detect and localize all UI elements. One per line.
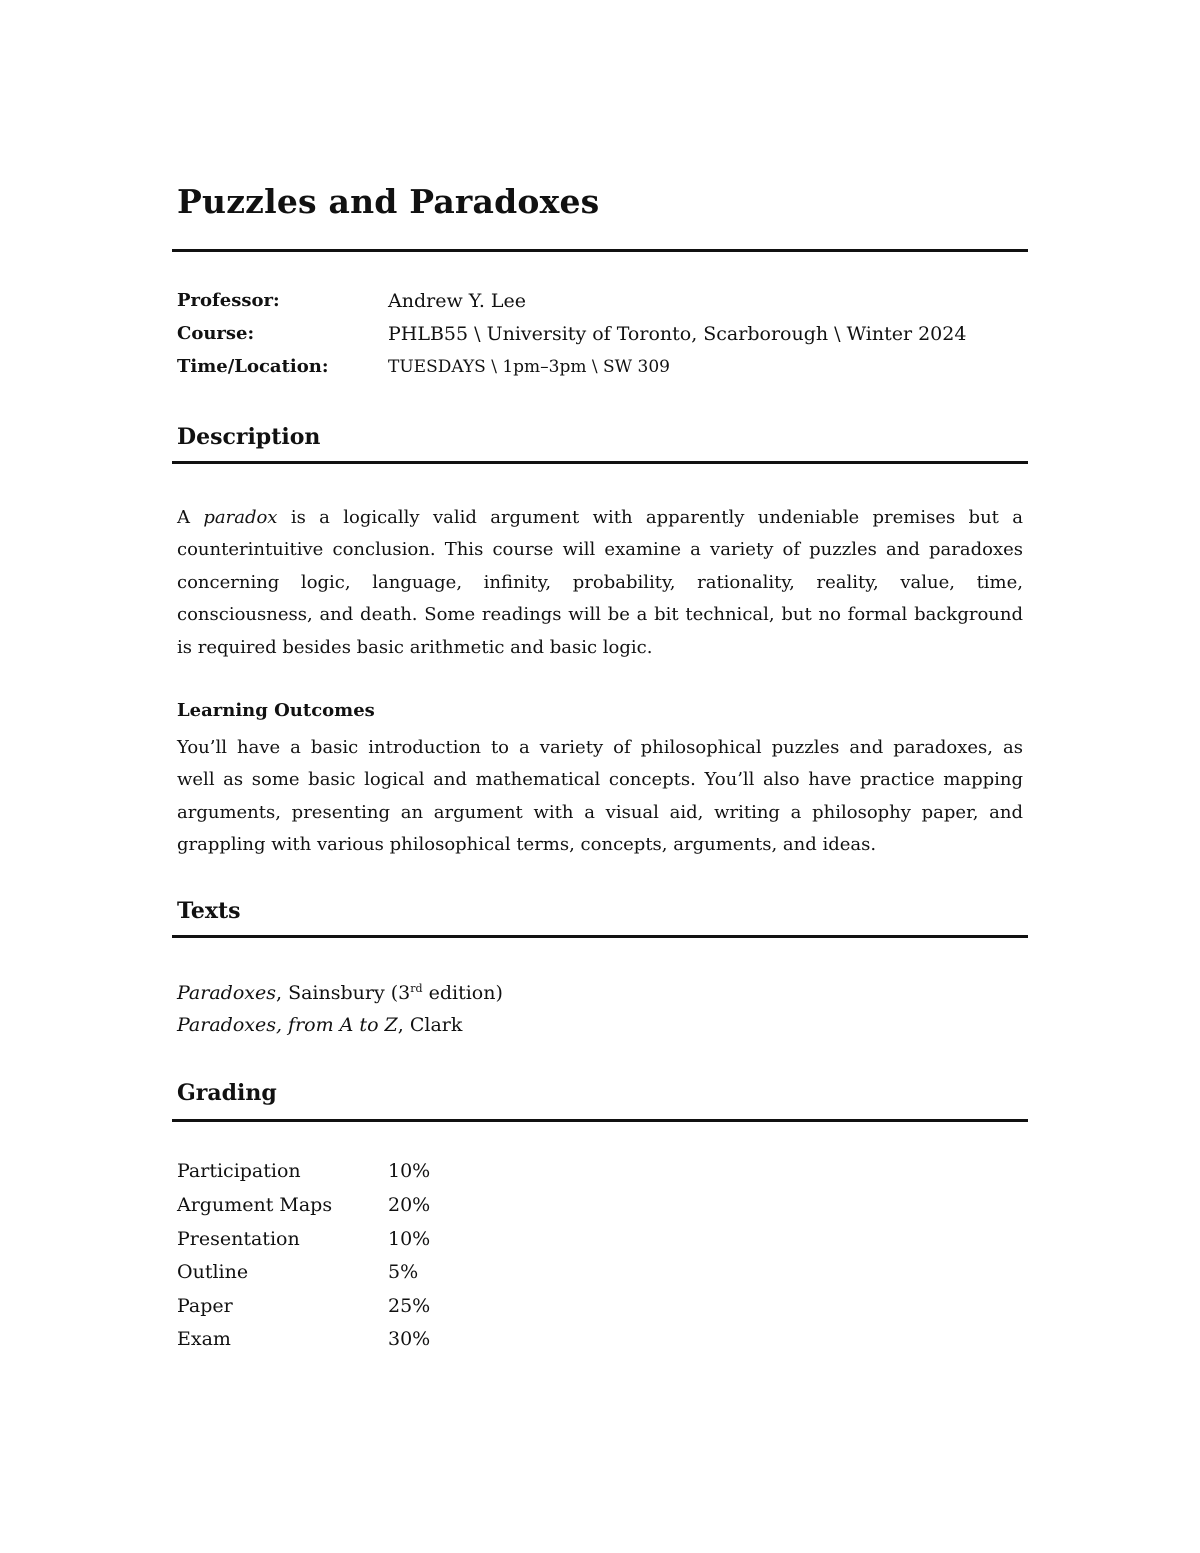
paragraph-line: counterintuitive conclusion. This course will examine a variety of puzzles and paradoxes (177, 539, 1023, 561)
grading-item: Paper (177, 1295, 233, 1317)
meta-value: Andrew Y. Lee (388, 290, 527, 312)
grading-item: Presentation (177, 1228, 300, 1250)
page-title: Puzzles and Paradoxes (177, 182, 600, 221)
description-paragraph (177, 502, 1023, 664)
section-heading-texts: Texts (177, 898, 241, 924)
paragraph-line: consciousness, and death. Some readings will be a bit technical, but no formal background (177, 604, 1023, 626)
grading-percent: 5% (388, 1261, 419, 1283)
section-heading-grading: Grading (177, 1080, 277, 1106)
paragraph-line: grappling with various philosophical terms, concepts, arguments, and ideas. (177, 834, 877, 856)
text-item: Paradoxes, Sainsbury (3rd edition) (177, 982, 503, 1004)
section-heading-description: Description (177, 424, 321, 450)
grading-percent: 10% (388, 1160, 431, 1182)
text-title: Paradoxes (177, 982, 276, 1004)
meta-label: Course: (177, 323, 255, 344)
grading-percent: 20% (388, 1194, 431, 1216)
description-divider (172, 461, 1028, 464)
learning-outcomes-paragraph (177, 732, 1023, 862)
text-item: Paradoxes, from A to Z, Clark (177, 1014, 463, 1036)
grading-item: Exam (177, 1328, 231, 1350)
text-title: Paradoxes, from A to Z (177, 1014, 398, 1036)
grading-item: Argument Maps (177, 1194, 333, 1216)
meta-label: Time/Location: (177, 356, 329, 377)
subheading-learning-outcomes: Learning Outcomes (177, 700, 375, 721)
paragraph-line: You’ll have a basic introduction to a variety of philosophical puzzles and paradoxes, as (177, 737, 1023, 758)
paragraph-line: well as some basic logical and mathematical concepts. You’ll also have practice mapping (177, 769, 1023, 791)
paragraph-line: A paradox is a logically valid argument with apparently undeniable premises but a (177, 507, 1023, 528)
texts-divider (172, 935, 1028, 938)
meta-label: Professor: (177, 290, 280, 311)
paragraph-line: is required besides basic arithmetic and basic logic. (177, 636, 653, 658)
grading-percent: 10% (388, 1228, 431, 1250)
paragraph-line: concerning logic, language, infinity, probability, rationality, reality, value, time, (177, 571, 1023, 593)
grading-percent: 30% (388, 1328, 431, 1350)
grading-item: Outline (177, 1261, 249, 1283)
paragraph-line: arguments, presenting an argument with a visual aid, writing a philosophy paper, and (177, 801, 1023, 823)
grading-divider (172, 1119, 1028, 1122)
meta-value: PHLB55 \ University of Toronto, Scarborough \ Winter 2024 (388, 323, 967, 345)
title-divider (172, 249, 1028, 252)
meta-value: TUESDAYS \ 1pm–3pm \ SW 309 (388, 357, 670, 377)
grading-percent: 25% (388, 1295, 431, 1317)
grading-item: Participation (177, 1160, 301, 1182)
